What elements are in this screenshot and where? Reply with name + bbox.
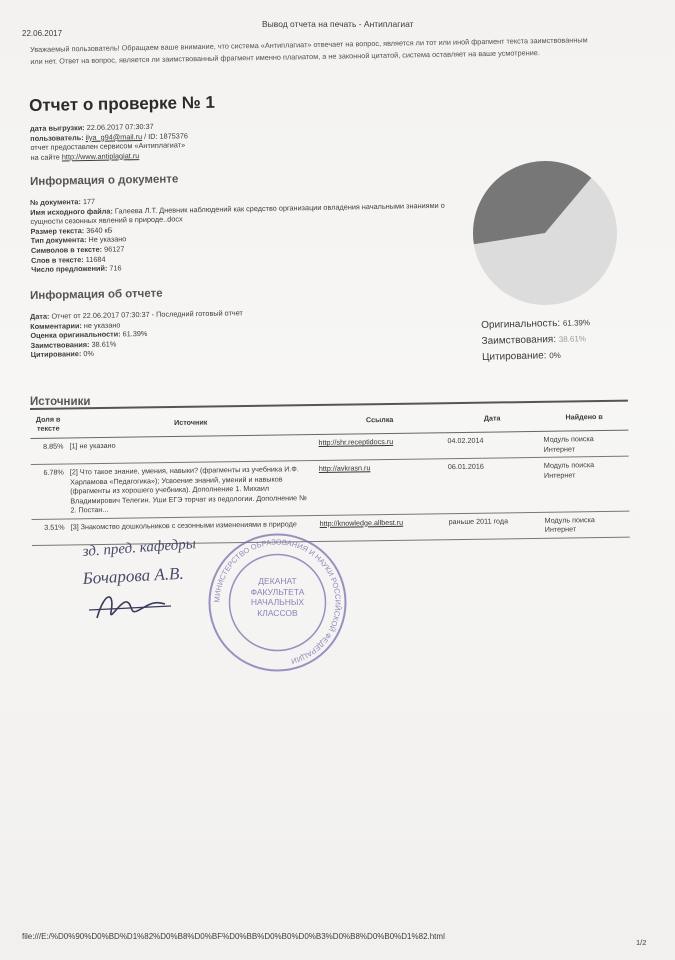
doc-type: Не указано [88, 234, 127, 245]
col-found: Найдено в [540, 401, 628, 432]
originality-value: 61.39% [562, 318, 591, 328]
handwriting-line-2: Бочарова А.В. [82, 563, 185, 588]
notice-text: Уважаемый пользователь! Обращаем ваше внимание, что система «Антиплагиат» отвечает на вопрос, является ли тот или иной фрагмент текста заимствованным или нет. Ответ на вопрос, является ли заимствованный фрагмент именно плагиатом, а не законной цитатой, система оставляет на ваше усмотрение. [30, 35, 588, 66]
orig-label: Оценка оригинальности: [30, 329, 121, 341]
citation-label: Цитирование: [481, 350, 547, 363]
report-info-heading: Информация об отчете [30, 287, 163, 302]
sources-heading: Источники [30, 396, 91, 408]
row-source: [2] Что такое знание, умения, навыки? (фрагменты из учебника И.Ф. Харламова «Педагогика»); Усвоение знаний, умений и навыков (фрагменты из хорошего учебника). Дополнение 1. Михаил Владимирович Телегин. Уши ЕГЭ торчат из педологии. Дополнение № 2. Постан... [67, 461, 317, 519]
citation-value: 0% [549, 350, 561, 361]
report-meta [30, 121, 188, 162]
col-source: Источник [66, 405, 315, 438]
file-path: file:///E:/%D0%90%D0%BD%D1%82%D0%B8%D0%BF%D0%BB%D0%B0%D0%B3%D0%B8%D0%B0%D1%82.html [22, 932, 445, 941]
row-share: 8.85% [30, 438, 66, 465]
row-link[interactable]: http://knowledge.allbest.ru [317, 513, 446, 541]
words-count: 11684 [85, 254, 106, 264]
row-found: Модуль поиска Интернет [542, 511, 630, 538]
borrowing-value: 38.61% [558, 334, 587, 344]
export-date-label: дата выгрузки: [30, 123, 85, 133]
col-date: Дата [444, 402, 540, 433]
row-source: [1] не указано [66, 435, 315, 464]
user-email-link[interactable]: ilya_g94@mail.ru [85, 131, 143, 142]
stamp-inner-text: ДЕКАНАТ ФАКУЛЬТЕТА НАЧАЛЬНЫХ КЛАССОВ [250, 576, 305, 618]
words-label: Слов в тексте: [31, 254, 84, 265]
row-source: [3] Знакомство дошкольников с сезонными изменениями в природе [68, 515, 317, 544]
chars-count: 96127 [104, 244, 125, 254]
comments: не указано [83, 320, 121, 330]
page-number: 1/2 [636, 938, 647, 947]
size-label: Размер текста: [30, 225, 85, 236]
report-date-label: Дата: [30, 311, 50, 321]
doc-info-heading: Информация о документе [30, 173, 179, 188]
borrow-label: Заимствования: [30, 339, 90, 350]
cite-value: 0% [83, 349, 95, 359]
orig-value: 61.39% [122, 329, 148, 339]
row-link[interactable]: http://avkrasn.ru [316, 459, 446, 515]
row-share: 3.51% [32, 518, 68, 545]
user-label: пользователь: [30, 132, 84, 143]
doc-info [30, 191, 451, 275]
service-line: отчет предоставлен сервисом «Антиплагиат» [30, 140, 186, 152]
site-link[interactable]: http://www.antiplagiat.ru [61, 150, 140, 161]
col-share: Доля в тексте [30, 408, 66, 438]
sentences-count: 716 [109, 263, 122, 273]
cite-label: Цитирование: [30, 349, 82, 360]
user-id: / ID: 1875376 [144, 130, 189, 141]
handwriting-line-1: зд. пред. кафедры [82, 536, 197, 560]
row-found: Модуль поиска Интернет [540, 430, 628, 457]
row-date: раньше 2011 года [446, 512, 542, 539]
doc-number-label: № документа: [30, 197, 81, 207]
originality-pie-chart [470, 158, 620, 308]
text-size: 3640 кБ [86, 225, 113, 235]
row-share: 6.78% [31, 464, 68, 519]
borrowing-label: Заимствования: [481, 334, 557, 347]
sentences-label: Число предложений: [31, 263, 108, 275]
report-title: Отчет о проверке № 1 [29, 92, 216, 115]
file-name: Галеева Л.Т. Дневник наблюдений как средство организации овладения начальными знаниями о сущности сезонных явлений в природе..docx [30, 200, 445, 227]
file-label: Имя исходного файла: [30, 206, 113, 217]
row-link[interactable]: http://shr.receptidocs.ru [315, 433, 444, 461]
site-prefix: на сайте [30, 151, 60, 162]
print-title: Вывод отчета на печать - Антиплагиат [262, 19, 414, 29]
sources-table [30, 400, 630, 546]
report-info [30, 305, 451, 360]
col-link: Ссылка [315, 403, 444, 434]
table-row [31, 456, 630, 519]
handwritten-signature [75, 530, 315, 630]
doc-number: 177 [82, 196, 96, 207]
originality-label: Оригинальность: [481, 317, 561, 331]
stats-block [481, 315, 591, 366]
comments-label: Комментарии: [30, 320, 82, 331]
row-found: Модуль поиска Интернет [541, 456, 630, 512]
report-date: Отчет от 22.06.2017 07:30:37 - Последний готовый отчет [51, 308, 243, 321]
borrow-value: 38.61% [91, 339, 117, 349]
row-date: 06.01.2016 [445, 457, 542, 513]
type-label: Тип документа: [30, 235, 87, 246]
chars-label: Символов в тексте: [30, 244, 103, 255]
export-date: 22.06.2017 07:30:37 [86, 121, 154, 133]
print-date: 22.06.2017 [22, 29, 63, 38]
row-date: 04.02.2014 [444, 431, 540, 458]
stamp-outer-text: МИНИСТЕРСТВО ОБРАЗОВАНИЯ И НАУКИ РОССИЙСКОЙ ФЕДЕРАЦИИ [212, 537, 343, 666]
